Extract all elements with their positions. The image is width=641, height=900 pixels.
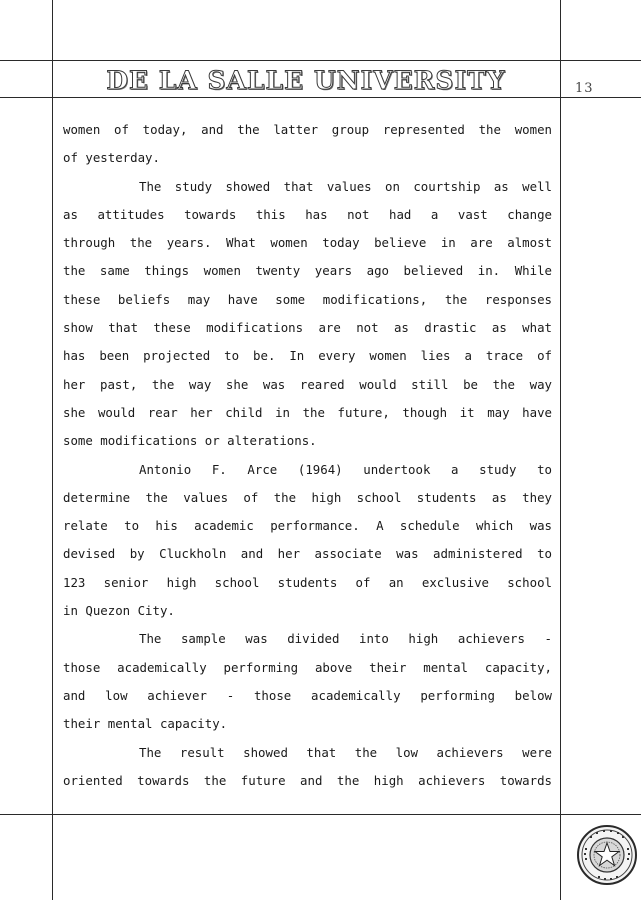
- text-line: The result showed that the low achievers were: [139, 744, 552, 760]
- text-line: Antonio F. Arce (1964) undertook a study to: [139, 461, 552, 477]
- page-number: 13: [575, 81, 594, 96]
- text-line: these beliefs may have some modifications, the responses: [63, 291, 552, 307]
- text-line: oriented towards the future and the high achievers towards: [63, 772, 552, 788]
- text-line: their mental capacity.: [63, 716, 228, 732]
- text-line: her past, the way she was reared would still be the way: [63, 376, 552, 392]
- university-header-title: DE LA SALLE UNIVERSITY: [106, 66, 506, 95]
- text-line: has been projected to be. In every women lies a trace of: [63, 348, 552, 364]
- text-line: some modifications or alterations.: [63, 433, 317, 449]
- text-line: in Quezon City.: [63, 603, 175, 619]
- text-line: she would rear her child in the future, though it may have: [63, 404, 552, 420]
- header-bottom-rule: [0, 97, 641, 98]
- text-line: 123 senior high school students of an exclusive school: [63, 574, 552, 590]
- text-line: The sample was divided into high achievers -: [139, 631, 552, 647]
- university-seal-icon: [576, 824, 638, 886]
- text-line: and low achiever - those academically performing below: [63, 687, 552, 703]
- header-top-rule: [0, 60, 641, 61]
- right-margin-rule: [560, 0, 561, 900]
- left-margin-rule: [52, 0, 53, 900]
- footer-rule: [0, 814, 641, 815]
- text-line: of yesterday.: [63, 150, 160, 166]
- text-line: the same things women twenty years ago believed in. While: [63, 263, 552, 279]
- text-line: through the years. What women today believe in are almost: [63, 235, 552, 251]
- text-line: women of today, and the latter group represented the women: [63, 122, 552, 137]
- text-line: those academically performing above their mental capacity,: [63, 659, 552, 675]
- document-body: [63, 116, 552, 795]
- text-line: show that these modifications are not as drastic as what: [63, 320, 552, 336]
- text-line: determine the values of the high school students as they: [63, 489, 552, 505]
- text-line: devised by Cluckholn and her associate was administered to: [63, 546, 552, 562]
- text-line: as attitudes towards this has not had a vast change: [63, 206, 552, 222]
- text-line: The study showed that values on courtship as well: [139, 178, 552, 194]
- text-line: relate to his academic performance. A schedule which was: [63, 518, 552, 534]
